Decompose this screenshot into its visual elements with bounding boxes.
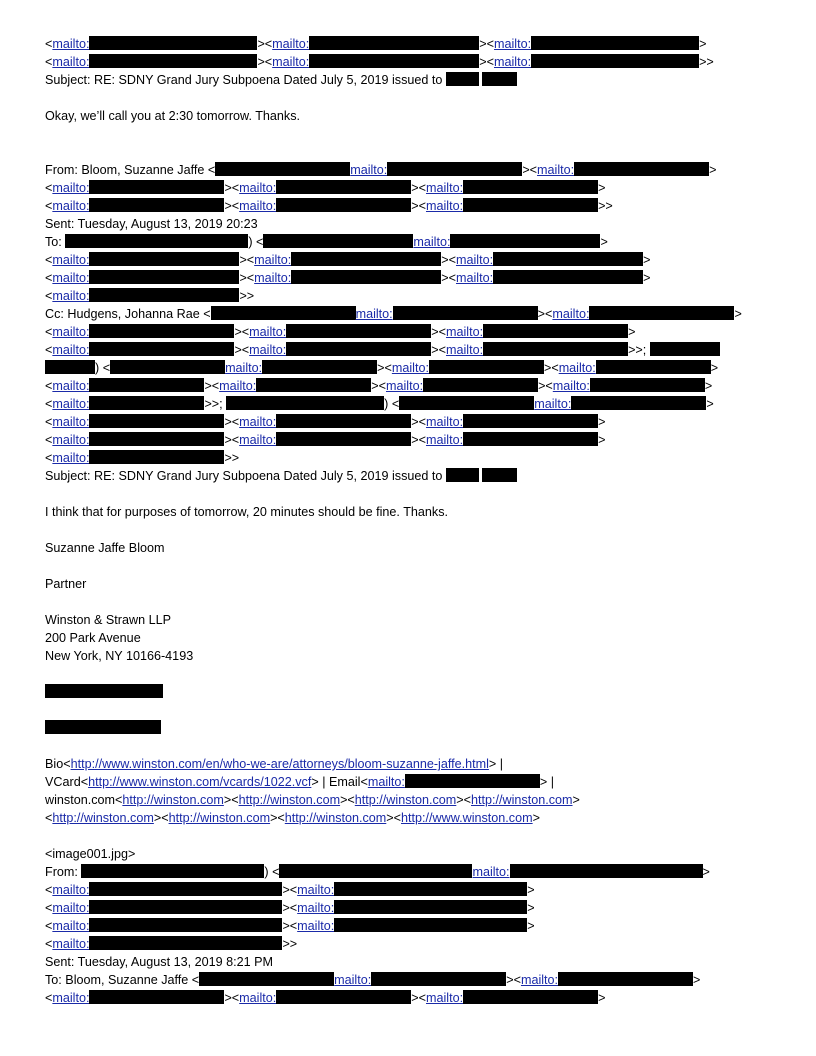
mailto-link[interactable]: mailto:	[239, 991, 277, 1005]
mailto-link[interactable]: mailto:	[455, 253, 494, 267]
mailto-link[interactable]: mailto:	[52, 343, 90, 357]
redaction	[89, 198, 224, 212]
mailto-link[interactable]: mailto:	[355, 307, 393, 321]
mailto-link[interactable]: mailto:	[239, 433, 277, 447]
mailto-link[interactable]: mailto:	[52, 901, 90, 915]
redaction	[256, 378, 371, 392]
redaction	[309, 36, 479, 50]
redaction	[334, 900, 527, 914]
subject-line: Subject: RE: SDNY Grand Jury Subpoena Dated July 5, 2019 issued to	[45, 71, 785, 89]
mailto-link[interactable]: mailto:	[272, 55, 310, 69]
mailto-link[interactable]: mailto:	[558, 361, 596, 375]
mailto-link[interactable]: mailto:	[52, 991, 90, 1005]
mailto-link[interactable]: mailto:	[391, 361, 429, 375]
redaction	[89, 36, 257, 50]
cc-line: <mailto: >>	[45, 451, 240, 465]
redaction	[89, 936, 282, 950]
redaction	[262, 360, 377, 374]
redaction	[89, 882, 282, 896]
from-line: From: Bloom, Suzanne Jaffe < mailto: ><mailto: >	[45, 163, 717, 177]
redaction	[89, 252, 239, 266]
from-line: <mailto: ><mailto: >	[45, 883, 535, 897]
mailto-link[interactable]: mailto:	[52, 289, 90, 303]
redaction	[276, 990, 411, 1004]
mailto-link[interactable]: mailto:	[225, 361, 263, 375]
mailto-link[interactable]: mailto:	[552, 307, 590, 321]
website-link[interactable]: http://winston.com	[284, 811, 387, 825]
mailto-link[interactable]: mailto:	[52, 55, 90, 69]
mailto-link[interactable]: mailto:	[52, 253, 90, 267]
mailto-link[interactable]: mailto:	[52, 919, 90, 933]
redaction	[45, 684, 163, 698]
redaction	[45, 720, 161, 734]
redaction	[334, 882, 527, 896]
mailto-link[interactable]: mailto:	[52, 379, 90, 393]
redaction	[334, 918, 527, 932]
website-link[interactable]: http://winston.com	[52, 811, 154, 825]
message-body: I think that for purposes of tomorrow, 20 minutes should be fine. Thanks.	[45, 505, 448, 519]
from-line: From: ) < mailto: >	[45, 865, 710, 879]
cc-line: <mailto: >>; ) < mailto: >	[45, 397, 714, 411]
subject-line: Subject: RE: SDNY Grand Jury Subpoena Dated July 5, 2019 issued to	[45, 467, 785, 485]
redaction	[89, 432, 224, 446]
cc-line: Cc: Hudgens, Johanna Rae < mailto: ><mailto: >	[45, 307, 742, 321]
cc-line: <mailto: ><mailto: ><mailto: >	[45, 415, 606, 429]
redaction	[89, 378, 204, 392]
redaction	[590, 378, 705, 392]
redaction	[483, 342, 628, 356]
mailto-link[interactable]: mailto:	[239, 199, 277, 213]
header-recipients-line: <mailto: ><mailto: ><mailto: >	[45, 37, 707, 51]
mailto-link[interactable]: mailto:	[425, 991, 464, 1005]
redaction	[510, 864, 703, 878]
redaction	[309, 54, 479, 68]
redaction	[89, 900, 282, 914]
redaction	[89, 54, 257, 68]
redaction	[279, 864, 472, 878]
mailto-link[interactable]: mailto:	[239, 181, 277, 195]
redaction	[571, 396, 706, 410]
redaction	[89, 324, 234, 338]
website-link[interactable]: http://winston.com	[122, 793, 224, 807]
mailto-link[interactable]: mailto:	[254, 271, 292, 285]
from-line: <mailto: >>	[45, 937, 298, 951]
mailto-link[interactable]: mailto:	[425, 433, 464, 447]
redaction	[226, 396, 384, 410]
redaction	[429, 360, 544, 374]
mailto-link[interactable]: mailto:	[367, 775, 405, 789]
cc-line: <mailto: ><mailto: ><mailto: >>;	[45, 341, 785, 359]
redaction	[89, 180, 224, 194]
redaction	[89, 270, 239, 284]
redaction	[211, 306, 356, 320]
cc-line: <mailto: ><mailto: ><mailto: >	[45, 433, 606, 447]
website-link[interactable]: http://winston.com	[238, 793, 341, 807]
redaction	[650, 342, 720, 356]
redaction	[531, 54, 699, 68]
redaction	[531, 36, 699, 50]
redaction	[450, 234, 600, 248]
mailto-link[interactable]: mailto:	[534, 397, 572, 411]
website-line: winston.com<http://winston.com><http://winston.com><http://winston.com><http://winston.com>	[45, 793, 580, 807]
mailto-link[interactable]: mailto:	[537, 163, 575, 177]
redaction	[399, 396, 534, 410]
redaction	[89, 918, 282, 932]
from-line: <mailto: ><mailto: ><mailto: >	[45, 181, 606, 195]
mailto-link[interactable]: mailto:	[52, 397, 90, 411]
website-link[interactable]: http://winston.com	[168, 811, 271, 825]
to-line: <mailto: ><mailto: ><mailto: >	[45, 253, 651, 267]
mailto-link[interactable]: mailto:	[445, 325, 484, 339]
mailto-link[interactable]: mailto:	[52, 271, 90, 285]
signature-address: New York, NY 10166-4193	[45, 649, 194, 663]
redaction	[463, 414, 598, 428]
redaction	[482, 468, 517, 482]
website-link[interactable]: http://www.winston.com	[401, 811, 533, 825]
mailto-link[interactable]: mailto:	[239, 415, 277, 429]
signature-address: 200 Park Avenue	[45, 631, 141, 645]
mailto-link[interactable]: mailto:	[297, 919, 335, 933]
vcard-link[interactable]: http://www.winston.com/vcards/1022.vcf	[88, 775, 312, 789]
sent-line: Sent: Tuesday, August 13, 2019 20:23	[45, 217, 258, 231]
redaction	[463, 990, 598, 1004]
redaction	[493, 270, 643, 284]
redaction	[89, 396, 204, 410]
to-line: <mailto: ><mailto: ><mailto: >	[45, 991, 606, 1005]
to-line: <mailto: ><mailto: ><mailto: >	[45, 271, 651, 285]
redaction	[110, 360, 225, 374]
mailto-link[interactable]: mailto:	[219, 379, 257, 393]
mailto-link[interactable]: mailto:	[52, 415, 90, 429]
signature-title: Partner	[45, 577, 87, 591]
redacted-line	[45, 719, 785, 737]
bio-line: Bio<http://www.winston.com/en/who-we-are/attorneys/bloom-suzanne-jaffe.html> |	[45, 757, 504, 771]
redaction	[423, 378, 538, 392]
redacted-line	[45, 683, 785, 701]
mailto-link[interactable]: mailto:	[493, 55, 532, 69]
mailto-link[interactable]: mailto:	[52, 181, 90, 195]
redaction	[493, 252, 643, 266]
sent-line: Sent: Tuesday, August 13, 2019 8:21 PM	[45, 955, 274, 969]
vcard-line: VCard<http://www.winston.com/vcards/1022.vcf> | Email<mailto: > |	[45, 775, 555, 789]
mailto-link[interactable]: mailto:	[334, 973, 372, 987]
redaction	[596, 360, 711, 374]
attachment-label: <image001.jpg>	[45, 847, 136, 861]
header-recipients-line: <mailto: ><mailto: ><mailto: >>	[45, 55, 714, 69]
redaction	[387, 162, 522, 176]
redaction	[446, 72, 479, 86]
redaction	[286, 342, 431, 356]
mailto-link[interactable]: mailto:	[425, 199, 464, 213]
website-link[interactable]: http://winston.com	[471, 793, 573, 807]
redaction	[263, 234, 413, 248]
mailto-link[interactable]: mailto:	[52, 937, 90, 951]
redaction	[89, 990, 224, 1004]
mailto-link[interactable]: mailto:	[297, 883, 335, 897]
redaction	[291, 270, 441, 284]
mailto-link[interactable]: mailto:	[350, 163, 388, 177]
redaction	[276, 432, 411, 446]
from-line: <mailto: ><mailto: >	[45, 901, 535, 915]
redaction	[558, 972, 693, 986]
mailto-link[interactable]: mailto:	[520, 973, 559, 987]
mailto-link[interactable]: mailto:	[249, 343, 287, 357]
redaction	[45, 360, 95, 374]
mailto-link[interactable]: mailto:	[249, 325, 287, 339]
to-line: To: ) < mailto: >	[45, 235, 608, 249]
redaction	[81, 864, 264, 878]
bio-link[interactable]: http://www.winston.com/en/who-we-are/attorneys/bloom-suzanne-jaffe.html	[70, 757, 489, 771]
redaction	[291, 252, 441, 266]
from-line: <mailto: ><mailto: >	[45, 919, 535, 933]
redaction	[371, 972, 506, 986]
message-body: Okay, we’ll call you at 2:30 tomorrow. Thanks.	[45, 109, 301, 123]
mailto-link[interactable]: mailto:	[52, 883, 90, 897]
mailto-link[interactable]: mailto:	[455, 271, 494, 285]
mailto-link[interactable]: mailto:	[472, 865, 510, 879]
mailto-link[interactable]: mailto:	[52, 37, 90, 51]
mailto-link[interactable]: mailto:	[493, 37, 532, 51]
redaction	[276, 198, 411, 212]
cc-line: <mailto: ><mailto: ><mailto: >	[45, 325, 636, 339]
mailto-link[interactable]: mailto:	[52, 433, 90, 447]
redaction	[199, 972, 334, 986]
redaction	[463, 432, 598, 446]
redaction	[89, 414, 224, 428]
mailto-link[interactable]: mailto:	[272, 37, 310, 51]
cc-line: <mailto: ><mailto: ><mailto: ><mailto: >	[45, 379, 713, 393]
redaction	[463, 180, 598, 194]
redaction	[589, 306, 734, 320]
redaction	[276, 180, 411, 194]
signature-name: Suzanne Jaffe Bloom	[45, 541, 165, 555]
mailto-link[interactable]: mailto:	[385, 379, 424, 393]
mailto-link[interactable]: mailto:	[413, 235, 451, 249]
redaction	[574, 162, 709, 176]
email-document	[45, 35, 785, 1007]
mailto-link[interactable]: mailto:	[52, 451, 90, 465]
redaction	[89, 450, 224, 464]
to-line: To: Bloom, Suzanne Jaffe < mailto: ><mailto: >	[45, 973, 701, 987]
mailto-link[interactable]: mailto:	[52, 325, 90, 339]
redaction	[276, 414, 411, 428]
mailto-link[interactable]: mailto:	[425, 181, 464, 195]
redaction	[286, 324, 431, 338]
from-line: <mailto: ><mailto: ><mailto: >>	[45, 199, 613, 213]
redaction	[483, 324, 628, 338]
website-link[interactable]: http://winston.com	[354, 793, 457, 807]
mailto-link[interactable]: mailto:	[52, 199, 90, 213]
signature-firm: Winston & Strawn LLP	[45, 613, 171, 627]
redaction	[482, 72, 517, 86]
mailto-link[interactable]: mailto:	[254, 253, 292, 267]
redaction	[89, 342, 234, 356]
redaction	[393, 306, 538, 320]
cc-line: ) < mailto: ><mailto: ><mailto: >	[45, 359, 785, 377]
mailto-link[interactable]: mailto:	[425, 415, 464, 429]
redaction	[446, 468, 479, 482]
redaction	[405, 774, 540, 788]
mailto-link[interactable]: mailto:	[297, 901, 335, 915]
redaction	[463, 198, 598, 212]
mailto-link[interactable]: mailto:	[445, 343, 484, 357]
redaction	[65, 234, 248, 248]
mailto-link[interactable]: mailto:	[552, 379, 590, 393]
redaction	[215, 162, 350, 176]
to-line: <mailto: >>	[45, 289, 255, 303]
redaction	[89, 288, 239, 302]
website-line: <http://winston.com><http://winston.com><http://winston.com><http://www.winston.com>	[45, 811, 540, 825]
